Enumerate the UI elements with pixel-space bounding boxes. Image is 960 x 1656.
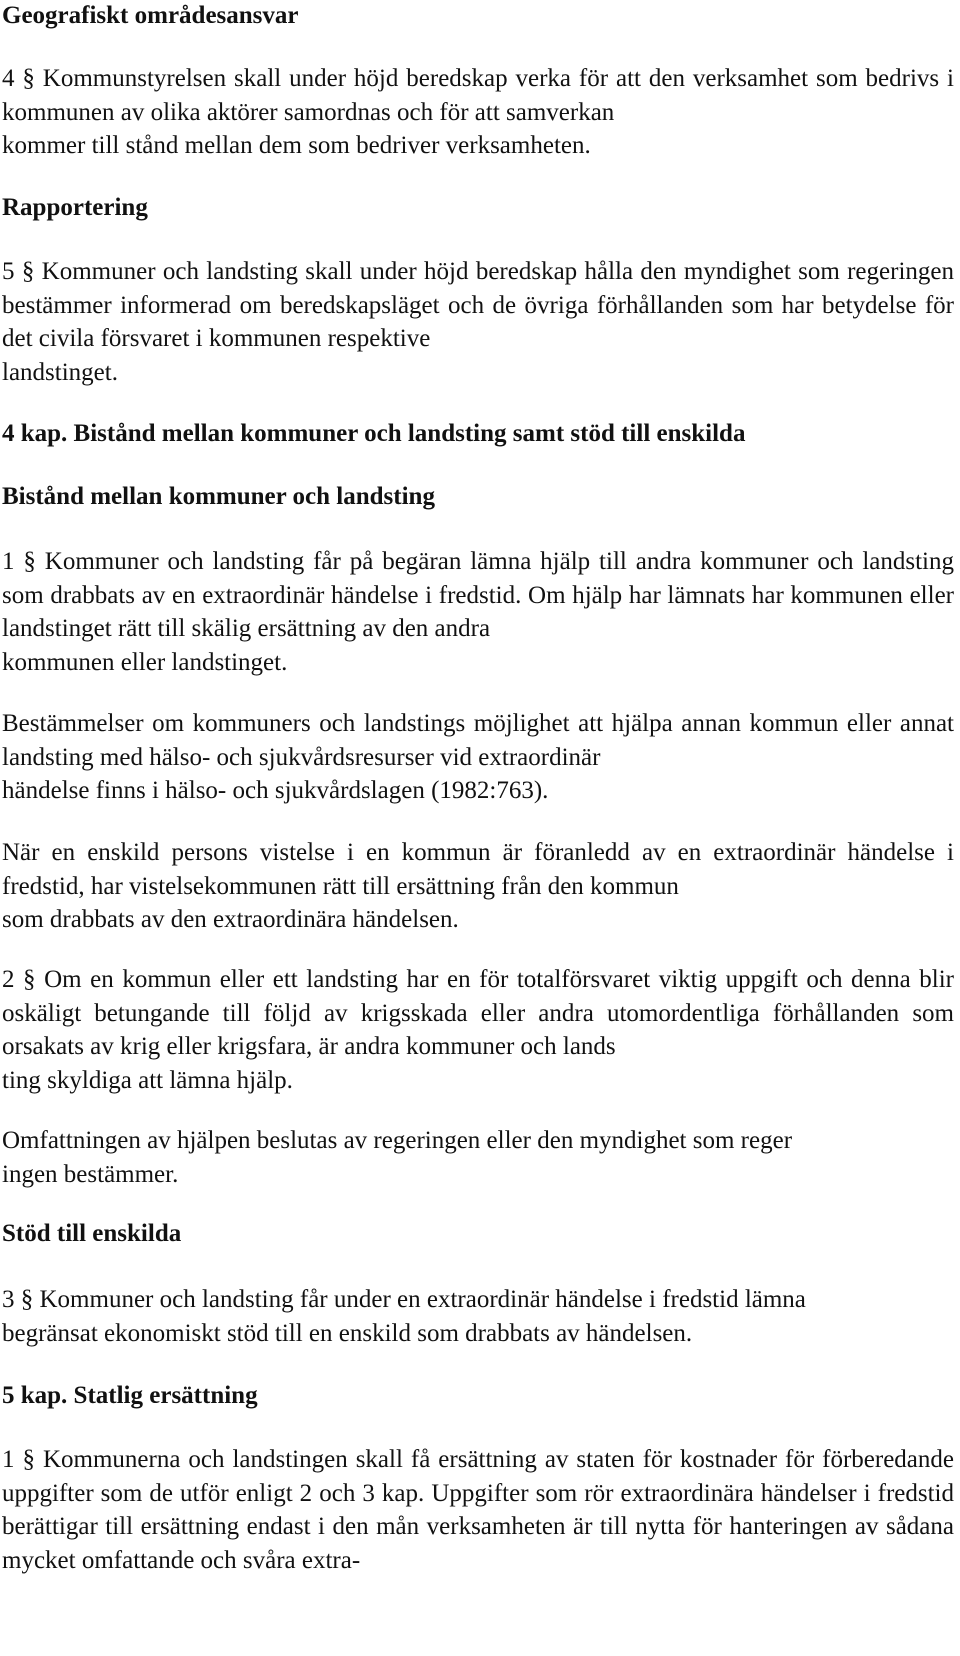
- paragraph-1-kap4: 1 § Kommuner och landsting får på begäran lämna hjälp till andra kommuner och landsting som drabbats av en extraordinär händelse i fredstid. Om hjälp har lämnats har kommunen eller landstinget rätt till skälig ersättning av den andra kommunen eller landstinget.: [2, 548, 954, 676]
- paragraph-5-kap3: 5 § Kommuner och landsting skall under höjd beredskap hålla den myndighet som regeringen bestämmer informerad om beredskapsläget och de övriga förhållanden som har betydelse för det civila försvaret i kommunen respektive landstinget.: [2, 258, 954, 386]
- paragraph-2-kap4: 2 § Om en kommun eller ett landsting har en för totalförsvaret viktig uppgift och denna blir oskäligt betungande till följd av krigsskada eller andra utomordentliga förhållanden som orsakats av krig eller krigsfara, är andra kommuner och lands ting skyldiga att lämna hjälp.: [2, 966, 954, 1094]
- section-heading-bistand: [2, 481, 954, 513]
- chapter-heading-5-kap: [2, 1380, 954, 1412]
- paragraph-nar-en-enskild: När en enskild persons vistelse i en kommun är föranledd av en extraordinär händelse i fredstid, har vistelsekommunen rätt till ersättning från den kommun som drabbats av den extraordinära händelsen.: [2, 839, 954, 933]
- paragraph-1-kap5: 1 § Kommunerna och landstingen skall få ersättning av staten för kostnader för förberedande uppgifter som de utför enligt 2 och 3 kap. Uppgifter som rör extraordinära händelser i fredstid berättigar till ersättning endast i den mån verksamheten är till nytta för hanteringen av sådana mycket omfattande och svåra extra-: [2, 1446, 954, 1574]
- heading-text: Bistånd mellan kommuner och landsting: [2, 483, 435, 510]
- section-heading-rapportering: [2, 192, 954, 224]
- heading-text: Stöd till enskilda: [2, 1220, 182, 1247]
- paragraph-3-kap4: 3 § Kommuner och landsting får under en extraordinär händelse i fredstid lämna begränsat ekonomiskt stöd till en enskild som drabbats av händelsen.: [2, 1286, 806, 1347]
- chapter-text: 4 kap. Bistånd mellan kommuner och landsting samt stöd till enskilda: [2, 420, 746, 447]
- paragraph-bestammelser: Bestämmelser om kommuners och landstings möjlighet att hjälpa annan kommun eller annat landsting med hälso- och sjukvårdsresurser vid extraordinär händelse finns i hälso- och sjukvårdslagen (1982:763).: [2, 710, 954, 804]
- heading-text: Rapportering: [2, 194, 148, 221]
- heading-text: Geografiskt områdesansvar: [2, 2, 299, 29]
- section-heading-stod: [2, 1218, 954, 1250]
- chapter-text: 5 kap. Statlig ersättning: [2, 1382, 258, 1409]
- paragraph-omfattningen: Omfattningen av hjälpen beslutas av regeringen eller den myndighet som reger ingen bestämmer.: [2, 1127, 793, 1188]
- chapter-heading-4-kap: [2, 418, 954, 450]
- paragraph-4-kap3: 4 § Kommunstyrelsen skall under höjd beredskap verka för att den verksamhet som bedrivs i kommunen av olika aktörer samordnas och för att samverkan kommer till stånd mellan dem som bedriver verksamheten.: [2, 65, 954, 159]
- section-heading-geografiskt: [2, 0, 954, 32]
